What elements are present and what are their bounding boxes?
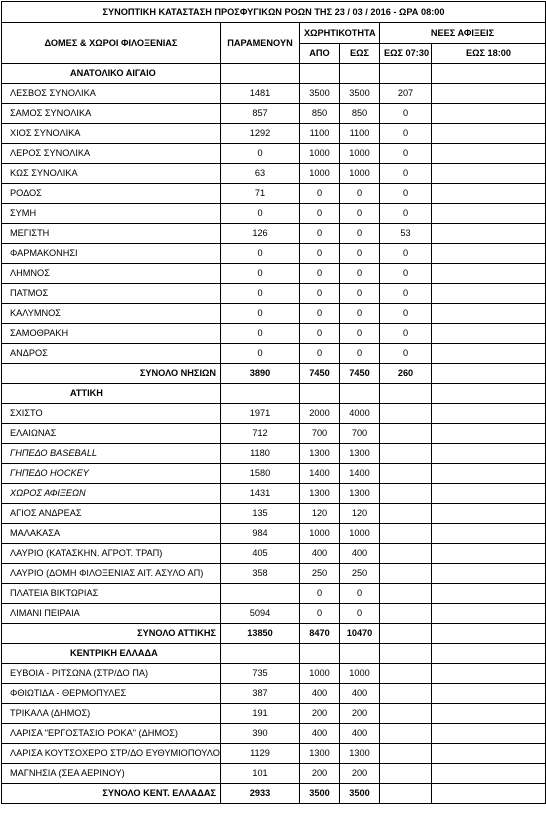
capacity-to-cell: 200 [340,704,380,724]
capacity-to-cell: 0 [340,604,380,624]
facility-name: ΚΩΣ ΣΥΝΟΛΙΚΑ [2,164,221,184]
empty-cell [340,384,380,404]
remaining-cell: 0 [221,144,300,164]
arrivals-0730-cell [380,564,432,584]
capacity-from-cell: 1300 [300,744,340,764]
table-row [2,704,546,724]
capacity-from-cell: 0 [300,604,340,624]
empty-cell [221,644,300,664]
total-capacity-to-cell: 10470 [340,624,380,644]
facility-name: ΛΙΜΑΝΙ ΠΕΙΡΑΙΑ [2,604,221,624]
table-row [2,264,546,284]
capacity-to-header: ΕΩΣ [340,44,380,64]
table-row [2,424,546,444]
table-row [2,604,546,624]
capacity-from-cell: 0 [300,284,340,304]
arrivals-0730-cell: 0 [380,244,432,264]
capacity-from-cell: 700 [300,424,340,444]
total-label: ΣΥΝΟΛΟ ΝΗΣΙΩΝ [2,364,221,384]
arrivals-1800-cell [432,304,546,324]
arrivals-1800-cell [432,324,546,344]
arrivals-1800-cell [432,104,546,124]
table-row [2,124,546,144]
facility-name: ΣΑΜΟΣ ΣΥΝΟΛΙΚΑ [2,104,221,124]
arrivals-1800-cell [432,284,546,304]
section-header-row [2,644,546,664]
arrivals-1800-cell [432,484,546,504]
total-label: ΣΥΝΟΛΟ ΑΤΤΙΚΗΣ [2,624,221,644]
arrivals-1800-cell [432,464,546,484]
table-row [2,204,546,224]
arrivals-1800-cell [432,584,546,604]
total-row [2,624,546,644]
table-row [2,144,546,164]
table-row [2,444,546,464]
capacity-to-cell: 1100 [340,124,380,144]
empty-cell [380,64,432,84]
arrivals-1800-cell [432,164,546,184]
total-remaining-cell: 13850 [221,624,300,644]
total-capacity-to-cell: 3500 [340,784,380,804]
remaining-cell: 0 [221,304,300,324]
table-row [2,344,546,364]
arrivals-0730-cell [380,524,432,544]
remaining-cell: 63 [221,164,300,184]
total-row [2,364,546,384]
capacity-to-cell: 1000 [340,144,380,164]
table-row [2,104,546,124]
facility-name: ΣΑΜΟΘΡΑΚΗ [2,324,221,344]
capacity-from-cell: 1400 [300,464,340,484]
total-remaining-cell: 3890 [221,364,300,384]
table-row [2,504,546,524]
capacity-to-cell: 0 [340,584,380,604]
capacity-from-cell: 1000 [300,144,340,164]
facility-name: ΓΗΠΕΔΟ HOCKEY [2,464,221,484]
capacity-to-cell: 0 [340,224,380,244]
arrivals-0730-cell: 0 [380,144,432,164]
arrivals-1800-header: ΕΩΣ 18:00 [432,44,546,64]
report-title: ΣΥΝΟΠΤΙΚΗ ΚΑΤΑΣΤΑΣΗ ΠΡΟΣΦΥΓΙΚΩΝ ΡΟΩΝ ΤΗΣ 23 / 03 / 2016 - ΩΡΑ 08:00 [2,2,546,23]
arrivals-0730-cell [380,444,432,464]
facility-name: ΦΘΙΩΤΙΔΑ - ΘΕΡΜΟΠΥΛΕΣ [2,684,221,704]
remaining-cell: 405 [221,544,300,564]
table-row [2,304,546,324]
arrivals-1800-cell [432,404,546,424]
empty-cell [432,64,546,84]
total-arrivals-1800-cell [432,624,546,644]
arrivals-0730-cell: 0 [380,184,432,204]
total-capacity-to-cell: 7450 [340,364,380,384]
arrivals-0730-cell [380,744,432,764]
remaining-cell: 735 [221,664,300,684]
empty-cell [340,644,380,664]
facility-name: ΜΑΛΑΚΑΣΑ [2,524,221,544]
capacity-to-cell: 0 [340,244,380,264]
arrivals-1800-cell [432,684,546,704]
table-row [2,524,546,544]
remaining-cell: 857 [221,104,300,124]
capacity-from-cell: 0 [300,204,340,224]
total-remaining-cell: 2933 [221,784,300,804]
arrivals-0730-cell [380,404,432,424]
remaining-cell: 0 [221,324,300,344]
capacity-from-cell: 400 [300,684,340,704]
facility-name: ΕΛΑΙΩΝΑΣ [2,424,221,444]
facility-name: ΕΥΒΟΙΑ - ΡΙΤΣΩΝΑ (ΣΤΡ/ΔΟ ΠΑ) [2,664,221,684]
total-arrivals-0730-cell: 260 [380,364,432,384]
arrivals-0730-cell [380,504,432,524]
capacity-from-cell: 850 [300,104,340,124]
section-header-row [2,384,546,404]
capacity-to-cell: 400 [340,684,380,704]
capacity-to-cell: 1400 [340,464,380,484]
empty-cell [380,384,432,404]
capacity-to-cell: 0 [340,284,380,304]
arrivals-0730-cell: 0 [380,284,432,304]
remaining-cell: 191 [221,704,300,724]
remaining-cell: 358 [221,564,300,584]
facility-name: ΛΑΥΡΙΟ (ΔΟΜΗ ΦΙΛΟΞΕΝΙΑΣ ΑΙΤ. ΑΣΥΛΟ ΑΠ) [2,564,221,584]
capacity-header: ΧΩΡΗΤΙΚΟΤΗΤΑ [300,23,380,44]
capacity-from-cell: 1000 [300,524,340,544]
remaining-cell: 712 [221,424,300,444]
table-row [2,484,546,504]
capacity-from-cell: 0 [300,224,340,244]
facility-name: ΛΑΡΙΣΑ "ΕΡΓΟΣΤΑΣΙΟ ΡΟΚΑ" (ΔΗΜΟΣ) [2,724,221,744]
capacity-from-cell: 200 [300,764,340,784]
facility-name: ΧΩΡΟΣ ΑΦΙΞΕΩΝ [2,484,221,504]
arrivals-0730-cell [380,684,432,704]
remaining-cell [221,584,300,604]
facility-name: ΜΕΓΙΣΤΗ [2,224,221,244]
section-title: ΚΕΝΤΡΙΚΗ ΕΛΛΑΔΑ [2,644,221,664]
table-row [2,564,546,584]
arrivals-0730-cell [380,464,432,484]
arrivals-0730-cell: 0 [380,204,432,224]
table-row [2,664,546,684]
arrivals-0730-cell: 207 [380,84,432,104]
table-row [2,404,546,424]
empty-cell [300,644,340,664]
capacity-from-cell: 400 [300,544,340,564]
total-capacity-from-cell: 8470 [300,624,340,644]
capacity-from-cell: 1000 [300,664,340,684]
arrivals-1800-cell [432,504,546,524]
remaining-cell: 1292 [221,124,300,144]
capacity-to-cell: 1000 [340,164,380,184]
arrivals-1800-cell [432,144,546,164]
capacity-to-cell: 0 [340,324,380,344]
remaining-cell: 0 [221,264,300,284]
capacity-to-cell: 4000 [340,404,380,424]
capacity-from-cell: 0 [300,584,340,604]
facility-name: ΣΧΙΣΤΟ [2,404,221,424]
capacity-from-cell: 3500 [300,84,340,104]
arrivals-1800-cell [432,604,546,624]
arrivals-0730-cell [380,544,432,564]
capacity-from-cell: 0 [300,264,340,284]
capacity-from-cell: 1300 [300,444,340,464]
new-arrivals-header: ΝΕΕΣ ΑΦΙΞΕΙΣ [380,23,546,44]
arrivals-0730-cell: 0 [380,304,432,324]
facilities-header: ΔΟΜΕΣ & ΧΩΡΟΙ ΦΙΛΟΞΕΝΙΑΣ [2,23,221,64]
arrivals-0730-cell: 53 [380,224,432,244]
table-body [2,64,546,804]
remaining-cell: 1431 [221,484,300,504]
facility-name: ΠΑΤΜΟΣ [2,284,221,304]
capacity-to-cell: 3500 [340,84,380,104]
empty-cell [221,64,300,84]
table-row [2,684,546,704]
arrivals-0730-cell [380,704,432,724]
capacity-from-cell: 0 [300,304,340,324]
capacity-from-cell: 250 [300,564,340,584]
total-capacity-from-cell: 7450 [300,364,340,384]
arrivals-1800-cell [432,744,546,764]
remaining-cell: 984 [221,524,300,544]
arrivals-0730-cell: 0 [380,344,432,364]
arrivals-1800-cell [432,704,546,724]
arrivals-0730-cell [380,664,432,684]
capacity-to-cell: 1300 [340,484,380,504]
table-row [2,224,546,244]
table-header [2,2,546,64]
facility-name: ΣΥΜΗ [2,204,221,224]
arrivals-0730-cell: 0 [380,264,432,284]
capacity-to-cell: 250 [340,564,380,584]
empty-cell [380,644,432,664]
remaining-cell: 101 [221,764,300,784]
capacity-from-cell: 1300 [300,484,340,504]
remaining-cell: 1129 [221,744,300,764]
total-arrivals-0730-cell [380,624,432,644]
capacity-from-cell: 1100 [300,124,340,144]
remaining-cell: 0 [221,344,300,364]
table-row [2,464,546,484]
remaining-cell: 390 [221,724,300,744]
facility-name: ΛΑΥΡΙΟ (ΚΑΤΑΣΚΗΝ. ΑΓΡΟΤ. ΤΡΑΠ) [2,544,221,564]
capacity-to-cell: 0 [340,264,380,284]
arrivals-1800-cell [432,224,546,244]
table-row [2,744,546,764]
facility-name: ΛΗΜΝΟΣ [2,264,221,284]
total-row [2,784,546,804]
capacity-to-cell: 400 [340,724,380,744]
arrivals-1800-cell [432,564,546,584]
remaining-cell: 135 [221,504,300,524]
arrivals-0730-cell: 0 [380,324,432,344]
remaining-cell: 0 [221,244,300,264]
facility-name: ΡΟΔΟΣ [2,184,221,204]
total-arrivals-0730-cell [380,784,432,804]
capacity-from-cell: 120 [300,504,340,524]
facility-name: ΑΝΔΡΟΣ [2,344,221,364]
table-row [2,724,546,744]
table-row [2,244,546,264]
capacity-to-cell: 400 [340,544,380,564]
arrivals-1800-cell [432,344,546,364]
facility-name: ΑΓΙΟΣ ΑΝΔΡΕΑΣ [2,504,221,524]
capacity-to-cell: 0 [340,204,380,224]
arrivals-0730-cell [380,424,432,444]
arrivals-0730-header: ΕΩΣ 07:30 [380,44,432,64]
total-capacity-from-cell: 3500 [300,784,340,804]
capacity-to-cell: 1000 [340,524,380,544]
empty-cell [300,384,340,404]
table-row [2,284,546,304]
empty-cell [432,384,546,404]
table-row [2,164,546,184]
arrivals-1800-cell [432,444,546,464]
facility-name: ΦΑΡΜΑΚΟΝΗΣΙ [2,244,221,264]
capacity-to-cell: 0 [340,304,380,324]
facility-name: ΛΑΡΙΣΑ ΚΟΥΤΣΟΧΕΡΟ ΣΤΡ/ΔΟ ΕΥΘΥΜΙΟΠΟΥΛΟ [2,744,221,764]
facility-name: ΛΕΡΟΣ ΣΥΝΟΛΙΚΑ [2,144,221,164]
capacity-from-cell: 2000 [300,404,340,424]
facility-name: ΛΕΣΒΟΣ ΣΥΝΟΛΙΚΑ [2,84,221,104]
arrivals-1800-cell [432,184,546,204]
table-row [2,584,546,604]
remaining-cell: 71 [221,184,300,204]
capacity-to-cell: 850 [340,104,380,124]
remaining-header: ΠΑΡΑΜΕΝΟΥΝ [221,23,300,64]
facility-name: ΧΙΟΣ ΣΥΝΟΛΙΚΑ [2,124,221,144]
capacity-from-cell: 0 [300,184,340,204]
section-title: ΑΝΑΤΟΛΙΚΟ ΑΙΓΑΙΟ [2,64,221,84]
empty-cell [221,384,300,404]
capacity-to-cell: 0 [340,344,380,364]
arrivals-1800-cell [432,724,546,744]
facility-name: ΓΗΠΕΔΟ BASEBALL [2,444,221,464]
arrivals-0730-cell [380,584,432,604]
empty-cell [300,64,340,84]
arrivals-1800-cell [432,764,546,784]
facility-name: ΤΡΙΚΑΛΑ (ΔΗΜΟΣ) [2,704,221,724]
arrivals-0730-cell: 0 [380,104,432,124]
remaining-cell: 0 [221,204,300,224]
facility-name: ΜΑΓΝΗΣΙΑ (ΣΕΑ ΑΕΡΙΝΟΥ) [2,764,221,784]
empty-cell [340,64,380,84]
total-label: ΣΥΝΟΛΟ ΚΕΝΤ. ΕΛΛΑΔΑΣ [2,784,221,804]
remaining-cell: 1580 [221,464,300,484]
table-row [2,764,546,784]
remaining-cell: 1481 [221,84,300,104]
arrivals-1800-cell [432,664,546,684]
table-row [2,184,546,204]
facility-name: ΚΑΛΥΜΝΟΣ [2,304,221,324]
arrivals-0730-cell [380,484,432,504]
capacity-to-cell: 1300 [340,744,380,764]
refugee-flows-table [1,1,546,804]
arrivals-0730-cell [380,724,432,744]
capacity-to-cell: 0 [340,184,380,204]
remaining-cell: 126 [221,224,300,244]
facility-name: ΠΛΑΤΕΙΑ ΒΙΚΤΩΡΙΑΣ [2,584,221,604]
remaining-cell: 1971 [221,404,300,424]
capacity-to-cell: 200 [340,764,380,784]
total-arrivals-1800-cell [432,784,546,804]
capacity-from-cell: 0 [300,244,340,264]
remaining-cell: 0 [221,284,300,304]
arrivals-1800-cell [432,524,546,544]
capacity-from-cell: 400 [300,724,340,744]
table-row [2,84,546,104]
capacity-to-cell: 700 [340,424,380,444]
arrivals-0730-cell: 0 [380,164,432,184]
remaining-cell: 5094 [221,604,300,624]
arrivals-1800-cell [432,204,546,224]
arrivals-0730-cell [380,604,432,624]
capacity-from-cell: 0 [300,324,340,344]
capacity-to-cell: 120 [340,504,380,524]
section-title: ΑΤΤΙΚΗ [2,384,221,404]
arrivals-1800-cell [432,424,546,444]
arrivals-1800-cell [432,264,546,284]
capacity-from-cell: 200 [300,704,340,724]
arrivals-1800-cell [432,244,546,264]
capacity-from-cell: 1000 [300,164,340,184]
arrivals-0730-cell: 0 [380,124,432,144]
capacity-to-cell: 1000 [340,664,380,684]
arrivals-1800-cell [432,124,546,144]
capacity-from-cell: 0 [300,344,340,364]
total-arrivals-1800-cell [432,364,546,384]
capacity-from-header: ΑΠΟ [300,44,340,64]
table-row [2,544,546,564]
empty-cell [432,644,546,664]
section-header-row [2,64,546,84]
capacity-to-cell: 1300 [340,444,380,464]
arrivals-1800-cell [432,544,546,564]
arrivals-1800-cell [432,84,546,104]
arrivals-0730-cell [380,764,432,784]
table-row [2,324,546,344]
remaining-cell: 1180 [221,444,300,464]
remaining-cell: 387 [221,684,300,704]
